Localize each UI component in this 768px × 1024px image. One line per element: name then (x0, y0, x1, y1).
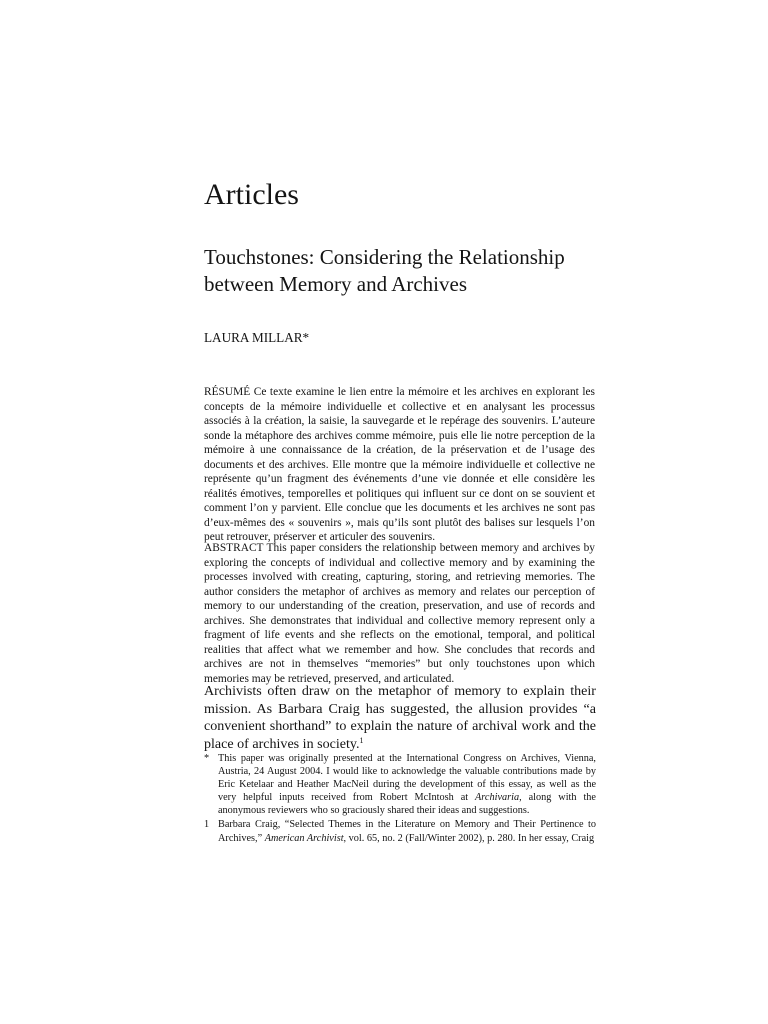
footnote-text-part: , vol. 65, no. 2 (Fall/Winter 2002), p. 280. In her essay, Craig (343, 832, 595, 844)
footnote-italic: Archivaria, (475, 792, 522, 804)
footnote-marker: * (204, 753, 210, 764)
resume-text: Ce texte examine le lien entre la mémoire et les archives en explorant les concepts de la mémoire individuelle et collective et en analysant les processus associés à la création, la saisie, la sauvegarde et le repérage des souvenirs. L’auteure sonde la métaphore des archives comme mémoire, puis elle lie notre perception de la mémoire à une connaissance de la création, de la préservation et de l’usage des documents et des archives. Elle montre que la mémoire individuelle et collective ne représente qu’un fragment des événements d’une vie donnée et elle considère les réalités émotives, temporelles et politiques qui influent sur ce dont on se souvient et comment l’on y parvient. Elle conclue que les documents et les archives ne sont pas d’eux-mêmes des « souvenirs », mais qu’ils sont plutôt des balises sur lesquels l’on peut retrouver, préserver et articuler des souvenirs. (204, 386, 595, 543)
footnote-item (204, 818, 596, 844)
body-text: Archivists often draw on the metaphor of memory to explain their mission. As Barbara Craig has suggested, the allusion provides “a convenient shorthand” to explain the nature of archival work and the place of archives in society. (204, 683, 596, 752)
abstract-paragraph (204, 541, 595, 686)
abstract-text: This paper considers the relationship between memory and archives by exploring the concepts of individual and collective memory and by examining the processes involved with creating, capturing, storing, and retrieving memories. The author considers the metaphor of archives as memory and relates our perception of memory to our understanding of the creation, preservation, and use of records and archives. She demonstrates that individual and collective memory represent only a fragment of life events and she reflects on the emotional, temporal, and political realities that affect what we remember and how. She concludes that records and archives are not in themselves “memories” but only touchstones upon which memories may be retrieved, preserved, and articulated. (204, 542, 595, 685)
footnote-italic: American Archivist (264, 832, 344, 844)
author-name: LAURA MILLAR* (204, 330, 310, 345)
body-paragraph (204, 683, 596, 753)
article-title: Touchstones: Considering the Relationship between Memory and Archives (204, 245, 565, 296)
footnote-text-part: along with the anonymous reviewers who so graciously shared their ideas and suggestions. (218, 792, 596, 817)
footnote-text-part: Barbara Craig, “Selected Themes in the Literature on Memory and Their Pertinence to Archives,” (218, 819, 596, 844)
footnote-text (218, 819, 596, 843)
resume-paragraph (204, 385, 595, 545)
abstract-label: ABSTRACT (204, 542, 264, 554)
section-heading: Articles (204, 178, 299, 211)
footnote-item (204, 752, 596, 817)
footnotes (204, 752, 596, 846)
footnote-text-part: This paper was originally presented at the International Congress on Archives, Vienna, Austria, 24 August 2004. I would like to acknowledge the valuable contributions made by Eric Ketelaar and Heather MacNeil during the development of this essay, as well as the very helpful inputs received from Robert McIntosh at (218, 753, 596, 804)
footnote-marker: 1 (204, 819, 210, 831)
resume-label: RÉSUMÉ (204, 386, 251, 398)
footnote-text (218, 753, 596, 816)
footnote-reference[interactable]: 1 (359, 735, 364, 745)
